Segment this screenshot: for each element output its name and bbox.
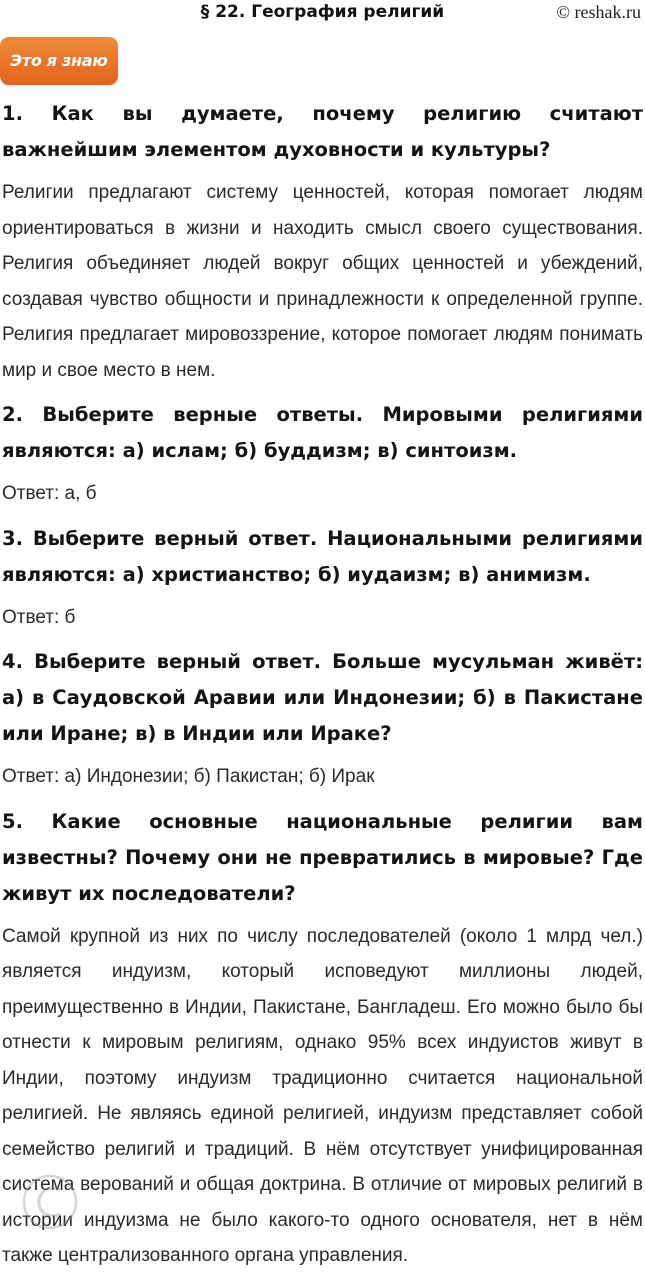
badge-this-i-know: Это я знаю <box>0 37 118 85</box>
question-1: 1. Как вы думаете, почему религию считают важнейшим элементом духовности и культуры? <box>2 102 643 161</box>
answer-2: Ответ: а, б <box>2 483 97 504</box>
answer-4: Ответ: а) Индонезии; б) Пакистан; б) Ирак <box>2 766 375 787</box>
question-3: 3. Выберите верный ответ. Национальными религиями являются: а) христианство; б) иудаизм; в) анимизм. <box>2 526 643 586</box>
answer-5: Самой крупной из них по числу последователей (около 1 млрд чел.) является индуизм, который исповедуют миллионы людей, преимущественно в Индии, Пакистане, Бангладеш. Его можно было бы отнести к мировым религиям, однако 95% всех индуистов живут в Индии, поэтому индуизм традиционно считается национальной религией. Не являясь единой религией, индуизм представляет собой семейство религий и традиций. В нём отсутствует унифицированная система верований и общая доктрина. В отличие от мировых религий в истории индуизма не было какого-то одного основателя, нет в нём также централизованного органа управления. <box>2 925 643 1266</box>
question-4: 4. Выберите верный ответ. Больше мусульман живёт: а) в Саудовской Аравии или Индонезии; б) в Пакистане или Иране; в) в Индии или Ираке? <box>2 650 643 745</box>
question-5: 5. Какие основные национальные религии вам известны? Почему они не превратились в мировые? Где живут их последователи? <box>2 809 643 905</box>
answer-3: Ответ: б <box>2 606 76 628</box>
site-credit[interactable]: © reshak.ru <box>556 2 641 22</box>
page-title: § 22. География религий <box>200 2 445 22</box>
qa-content <box>2 96 643 1274</box>
question-2: 2. Выберите верные ответы. Мировыми религиями являются: а) ислам; б) буддизм; в) синтоизм. <box>2 403 643 462</box>
answer-1: Религии предлагают систему ценностей, которая помогает людям ориентироваться в жизни и находить смысл своего существования. Религия объединяет людей вокруг общих ценностей и убеждений, создавая чувство общности и принадлежности к определенной группе. Религия предлагает мировоззрение, которое помогает людям понимать мир и свое место в нем. <box>2 182 643 381</box>
